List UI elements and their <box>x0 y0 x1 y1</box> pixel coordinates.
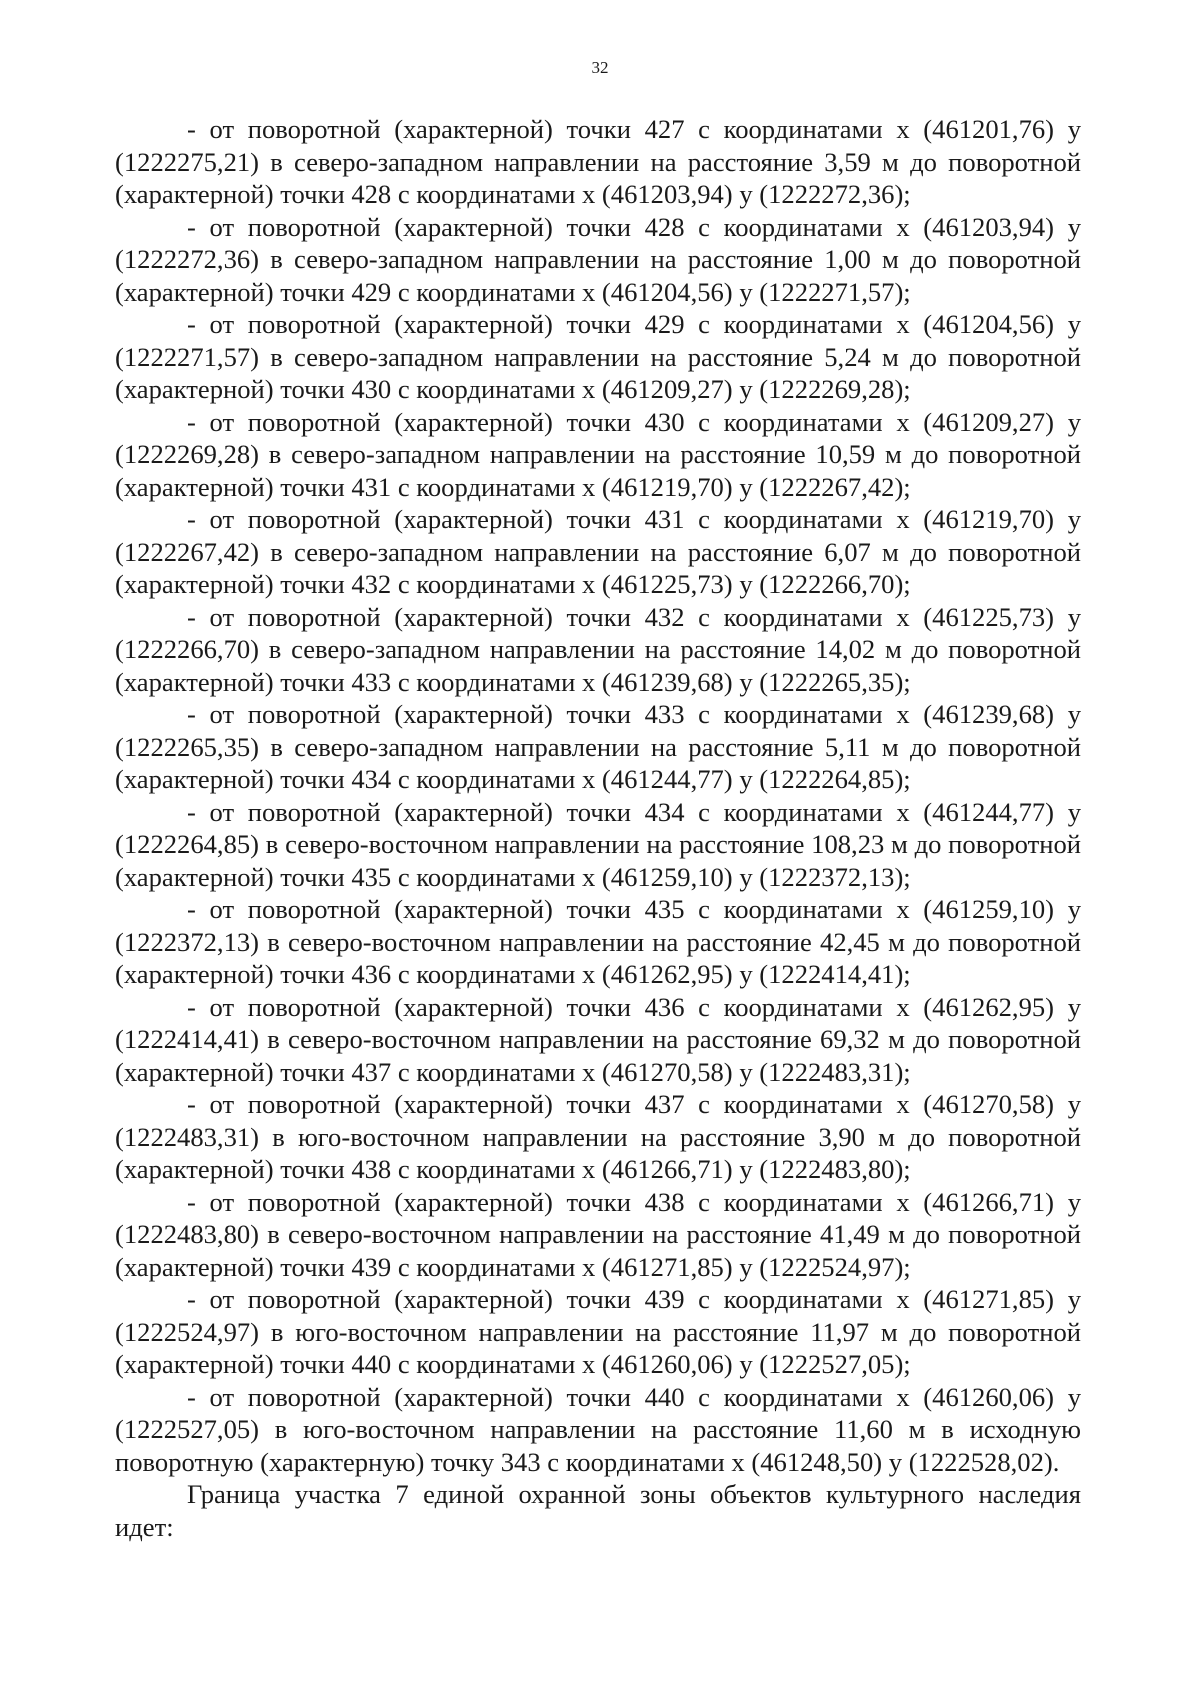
boundary-segment-438-439: - от поворотной (характерной) точки 438 с координатами x (461266,71) y (1222483,80) в северо-восточном направлении на расстояние 41,49 м до поворотной (характерной) точки 439 с координатами x (461271,85) y (1222524,97); <box>115 1186 1081 1282</box>
boundary-segment-428-429: - от поворотной (характерной) точки 428 с координатами x (461203,94) y (1222272,36) в северо-западном направлении на расстояние 1,00 м до поворотной (характерной) точки 429 с координатами x (461204,56) y (1222271,57); <box>115 211 1081 307</box>
boundary-segment-427-428: - от поворотной (характерной) точки 427 с координатами x (461201,76) y (1222275,21) в северо-западном направлении на расстояние 3,59 м до поворотной (характерной) точки 428 с координатами x (461203,94) y (1222272,36); <box>115 114 1081 209</box>
boundary-segment-439-440: - от поворотной (характерной) точки 439 с координатами x (461271,85) y (1222524,97) в юго-восточном направлении на расстояние 11,97 м до поворотной (характерной) точки 440 с координатами x (461260,06) y (1222527,05); <box>115 1284 1081 1379</box>
boundary-segment-435-436: - от поворотной (характерной) точки 435 с координатами x (461259,10) y (1222372,13) в северо-восточном направлении на расстояние 42,45 м до поворотной (характерной) точки 436 с координатами x (461262,95) y (1222414,41); <box>115 894 1081 989</box>
boundary-segment-429-430: - от поворотной (характерной) точки 429 с координатами x (461204,56) y (1222271,57) в северо-западном направлении на расстояние 5,24 м до поворотной (характерной) точки 430 с координатами x (461209,27) y (1222269,28); <box>115 309 1081 404</box>
boundary-segment-432-433: - от поворотной (характерной) точки 432 с координатами x (461225,73) y (1222266,70) в северо-западном направлении на расстояние 14,02 м до поворотной (характерной) точки 433 с координатами x (461239,68) y (1222265,35); <box>115 601 1081 697</box>
section-intro-plot-7: Граница участка 7 единой охранной зоны объектов культурного наследия идет: <box>115 1479 1081 1542</box>
boundary-segment-440-343: - от поворотной (характерной) точки 440 с координатами x (461260,06) y (1222527,05) в юго-восточном направлении на расстояние 11,60 м в исходную поворотную (характерную) точку 343 с координатами x (461248,50) y (1222528,02). <box>115 1381 1081 1477</box>
page-number: 32 <box>591 58 609 77</box>
boundary-segment-431-432: - от поворотной (характерной) точки 431 с координатами x (461219,70) y (1222267,42) в северо-западном направлении на расстояние 6,07 м до поворотной (характерной) точки 432 с координатами x (461225,73) y (1222266,70); <box>115 504 1081 599</box>
boundary-segment-436-437: - от поворотной (характерной) точки 436 с координатами x (461262,95) y (1222414,41) в северо-восточном направлении на расстояние 69,32 м до поворотной (характерной) точки 437 с координатами x (461270,58) y (1222483,31); <box>115 991 1081 1087</box>
boundary-segment-437-438: - от поворотной (характерной) точки 437 с координатами x (461270,58) y (1222483,31) в юго-восточном направлении на расстояние 3,90 м до поворотной (характерной) точки 438 с координатами x (461266,71) y (1222483,80); <box>115 1089 1081 1184</box>
boundary-segment-434-435: - от поворотной (характерной) точки 434 с координатами x (461244,77) y (1222264,85) в северо-восточном направлении на расстояние 108,23 м до поворотной (характерной) точки 435 с координатами x (461259,10) y (1222372,13); <box>115 796 1081 892</box>
boundary-segment-430-431: - от поворотной (характерной) точки 430 с координатами x (461209,27) y (1222269,28) в северо-западном направлении на расстояние 10,59 м до поворотной (характерной) точки 431 с координатами x (461219,70) y (1222267,42); <box>115 406 1081 502</box>
document-body <box>115 113 1081 1543</box>
boundary-segment-433-434: - от поворотной (характерной) точки 433 с координатами x (461239,68) y (1222265,35) в северо-западном направлении на расстояние 5,11 м до поворотной (характерной) точки 434 с координатами x (461244,77) y (1222264,85); <box>115 699 1081 794</box>
